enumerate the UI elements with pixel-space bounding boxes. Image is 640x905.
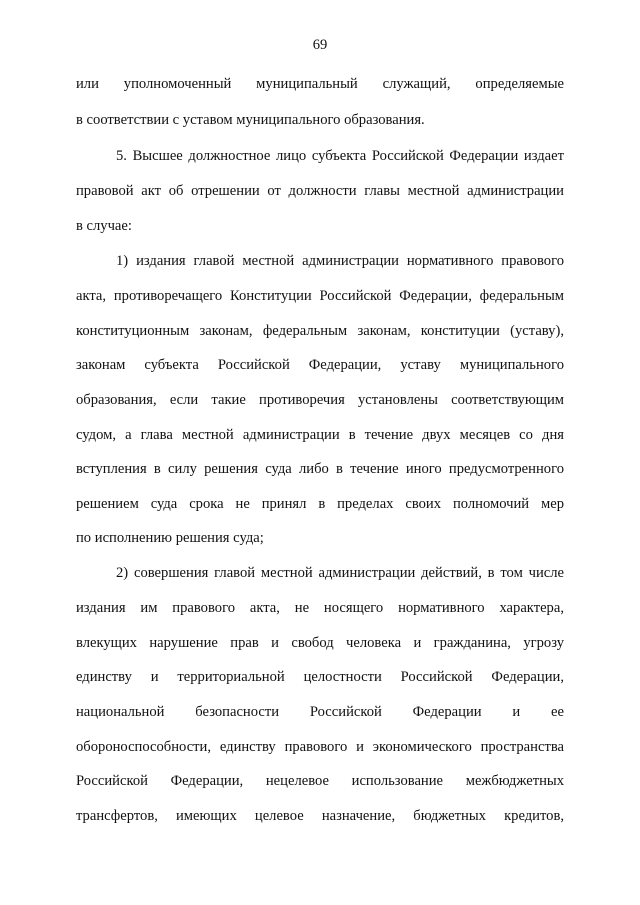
text-line: конституционным законам, федеральным законам, конституции (уставу), bbox=[76, 323, 564, 339]
text-line: 2) совершения главой местной администрации действий, в том числе bbox=[116, 565, 564, 581]
text-line: 5. Высшее должностное лицо субъекта Российской Федерации издает bbox=[116, 148, 564, 164]
text-line: влекущих нарушение прав и свобод человека и гражданина, угрозу bbox=[76, 635, 564, 651]
text-line: по исполнению решения суда; bbox=[76, 530, 264, 546]
page-number: 69 bbox=[312, 37, 328, 53]
text-line: судом, а глава местной администрации в течение двух месяцев со дня bbox=[76, 427, 564, 443]
text-line: законам субъекта Российской Федерации, уставу муниципального bbox=[76, 357, 564, 373]
text-line: образования, если такие противоречия установлены соответствующим bbox=[76, 392, 564, 408]
text-line: издания им правового акта, не носящего нормативного характера, bbox=[76, 600, 564, 616]
text-line: в случае: bbox=[76, 218, 132, 234]
text-line: Российской Федерации, нецелевое использование межбюджетных bbox=[76, 773, 564, 789]
text-line: акта, противоречащего Конституции Российской Федерации, федеральным bbox=[76, 288, 564, 304]
text-line: единству и территориальной целостности Российской Федерации, bbox=[76, 669, 564, 685]
text-line: 1) издания главой местной администрации нормативного правового bbox=[116, 253, 564, 269]
text-line: национальной безопасности Российской Федерации и ее bbox=[76, 704, 564, 720]
text-line: вступления в силу решения суда либо в течение иного предусмотренного bbox=[76, 461, 564, 477]
text-line: трансфертов, имеющих целевое назначение, бюджетных кредитов, bbox=[76, 808, 564, 824]
text-line: или уполномоченный муниципальный служащий, определяемые bbox=[76, 76, 564, 92]
text-line: правовой акт об отрешении от должности главы местной администрации bbox=[76, 183, 564, 199]
text-line: решением суда срока не принял в пределах своих полномочий мер bbox=[76, 496, 564, 512]
text-line: обороноспособности, единству правового и экономического пространства bbox=[76, 739, 564, 755]
text-line: в соответствии с уставом муниципального образования. bbox=[76, 112, 425, 128]
